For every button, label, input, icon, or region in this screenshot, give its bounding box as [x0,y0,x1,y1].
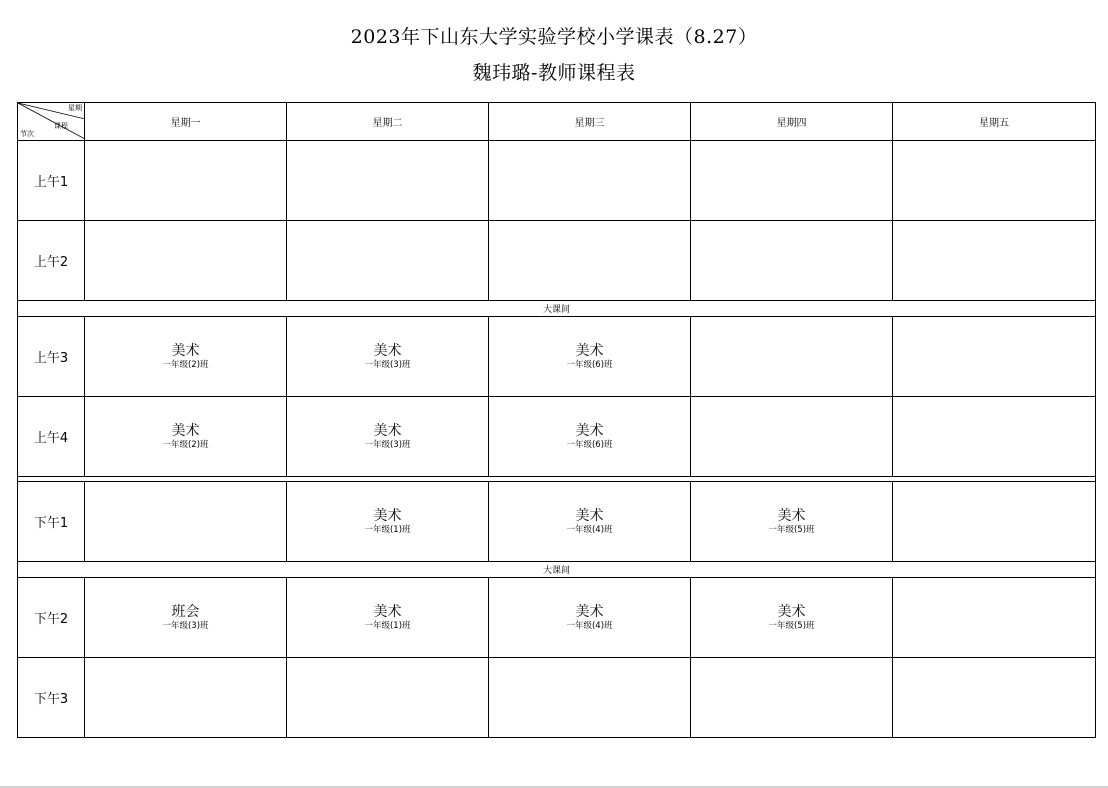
lesson-cell [85,397,287,477]
empty-cell [691,658,893,738]
empty-cell [287,658,489,738]
period-label: 下午3 [18,658,85,738]
period-row [18,578,1096,658]
lesson-class: 一年级(3)班 [364,359,411,370]
corner-label-period: 节次 [20,130,34,138]
period-label: 上午4 [18,397,85,477]
break-row [18,562,1096,578]
empty-cell [893,578,1096,658]
schedule-body [18,103,1096,738]
period-label: 上午3 [18,317,85,397]
corner-label-day: 星期 [68,104,82,112]
corner-label-course: 课程 [54,122,68,130]
lesson-cell [287,397,489,477]
lesson-class: 一年级(4)班 [566,524,613,535]
break-label: 大课间 [18,301,1096,317]
period-label: 下午2 [18,578,85,658]
lesson-class: 一年级(6)班 [566,439,613,450]
empty-cell [287,221,489,301]
day-header: 星期四 [691,103,893,141]
lesson-subject: 美术 [373,422,402,439]
page-title: 2023年下山东大学实验学校小学课表（8.27） [350,26,758,48]
empty-cell [85,141,287,221]
empty-cell [489,658,691,738]
period-label: 下午1 [18,482,85,562]
lesson-cell [489,482,691,562]
lesson-subject: 美术 [777,507,806,524]
empty-cell [691,221,893,301]
lesson-subject: 美术 [777,603,806,620]
lesson-class: 一年级(4)班 [566,620,613,631]
lesson-class: 一年级(5)班 [768,524,815,535]
lesson-cell [287,578,489,658]
schedule-table [17,102,1096,738]
empty-cell [893,317,1096,397]
lesson-class: 一年级(1)班 [364,524,411,535]
day-header: 星期二 [287,103,489,141]
lesson-cell [691,482,893,562]
lesson-subject: 美术 [171,342,200,359]
empty-cell [893,658,1096,738]
lesson-cell [85,578,287,658]
period-row [18,317,1096,397]
empty-cell [691,141,893,221]
lesson-cell [489,578,691,658]
lesson-class: 一年级(6)班 [566,359,613,370]
empty-cell [489,141,691,221]
page-subtitle: 魏玮璐-教师课程表 [472,62,636,84]
period-row [18,397,1096,477]
empty-cell [489,221,691,301]
empty-cell [893,221,1096,301]
empty-cell [85,658,287,738]
day-header: 星期三 [489,103,691,141]
period-label: 上午1 [18,141,85,221]
lesson-cell [85,317,287,397]
empty-cell [287,141,489,221]
empty-cell [893,482,1096,562]
lesson-subject: 美术 [575,507,604,524]
lesson-class: 一年级(2)班 [162,439,209,450]
period-row [18,482,1096,562]
lesson-class: 一年级(3)班 [364,439,411,450]
lesson-class: 一年级(5)班 [768,620,815,631]
lesson-cell [287,482,489,562]
lesson-subject: 美术 [373,342,402,359]
empty-cell [85,221,287,301]
lesson-subject: 美术 [575,422,604,439]
period-label: 上午2 [18,221,85,301]
lesson-cell [691,578,893,658]
lesson-class: 一年级(1)班 [364,620,411,631]
corner-cell [18,103,85,141]
day-header: 星期一 [85,103,287,141]
header-row [18,103,1096,141]
lesson-subject: 美术 [373,507,402,524]
break-row [18,301,1096,317]
period-row [18,658,1096,738]
lesson-subject: 美术 [575,342,604,359]
lesson-cell [287,317,489,397]
lesson-cell [489,397,691,477]
lesson-cell [489,317,691,397]
lesson-subject: 美术 [373,603,402,620]
period-row [18,141,1096,221]
lesson-subject: 美术 [171,422,200,439]
empty-cell [691,317,893,397]
lesson-class: 一年级(3)班 [162,620,209,631]
lesson-subject: 班会 [171,603,200,620]
day-header: 星期五 [893,103,1096,141]
period-row [18,221,1096,301]
empty-cell [85,482,287,562]
lesson-class: 一年级(2)班 [162,359,209,370]
empty-cell [691,397,893,477]
empty-cell [893,397,1096,477]
lesson-subject: 美术 [575,603,604,620]
empty-cell [893,141,1096,221]
break-label: 大课间 [18,562,1096,578]
